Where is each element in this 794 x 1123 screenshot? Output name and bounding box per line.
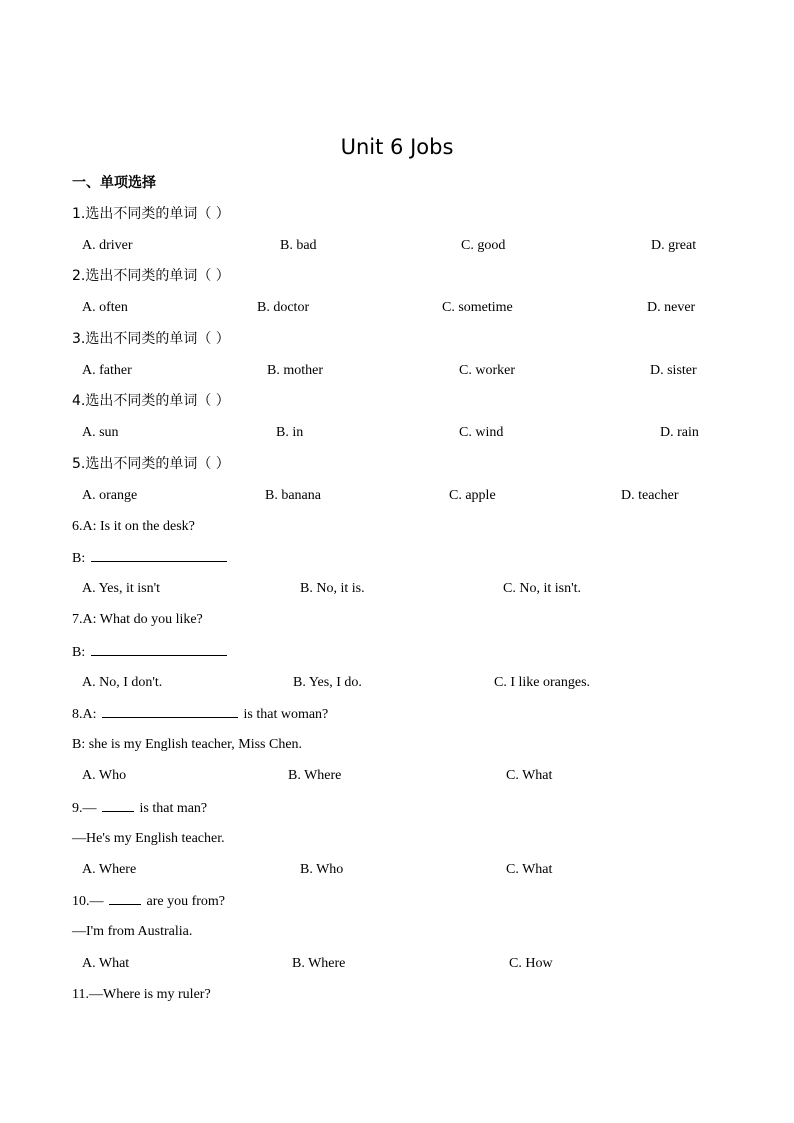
option-b: B. banana — [265, 488, 321, 503]
question-stem — [72, 890, 225, 913]
answer-blank — [102, 703, 238, 718]
option-d: D. rain — [660, 425, 699, 440]
reply-line: B: she is my English teacher, Miss Chen. — [72, 737, 303, 752]
option-a: A. orange — [82, 488, 138, 503]
option-c: C. worker — [459, 363, 515, 378]
question-stem: 4.选出不同类的单词（ ） — [72, 393, 230, 409]
option-d: D. teacher — [621, 488, 679, 503]
stem-prefix: 10.— — [72, 894, 104, 909]
reply-label: B: — [72, 551, 86, 566]
answer-blank — [91, 547, 227, 562]
option-c: C. What — [506, 768, 553, 783]
option-c: C. No, it isn't. — [503, 581, 581, 596]
option-b: B. bad — [280, 238, 317, 253]
option-c: C. wind — [459, 425, 504, 440]
question-stem — [72, 797, 207, 820]
answer-blank — [91, 641, 227, 656]
page-title: Unit 6 Jobs — [340, 135, 454, 159]
option-c: C. What — [506, 862, 553, 877]
option-a: A. No, I don't. — [82, 675, 163, 690]
stem-prefix: 8.A: — [72, 707, 97, 722]
option-c: C. good — [461, 238, 506, 253]
question-stem: 7.A: What do you like? — [72, 612, 203, 627]
option-d: D. great — [651, 238, 697, 253]
section-heading: 一、单项选择 — [72, 175, 156, 191]
option-a: A. driver — [82, 238, 133, 253]
answer-line — [72, 641, 227, 664]
option-d: D. never — [647, 300, 696, 315]
reply-line: —He's my English teacher. — [72, 831, 225, 846]
stem-prefix: 9.— — [72, 801, 97, 816]
question-stem: 3.选出不同类的单词（ ） — [72, 331, 230, 347]
answer-blank — [109, 890, 141, 905]
question-stem: 1.选出不同类的单词（ ） — [72, 206, 230, 222]
option-b: B. Who — [300, 862, 344, 877]
option-a: A. father — [82, 363, 132, 378]
option-b: B. Where — [288, 768, 342, 783]
option-a: A. often — [82, 300, 128, 315]
answer-blank — [102, 797, 134, 812]
option-a: A. sun — [82, 425, 119, 440]
option-c: C. sometime — [442, 300, 513, 315]
option-b: B. mother — [267, 363, 323, 378]
option-a: A. Where — [82, 862, 137, 877]
stem-suffix: is that woman? — [243, 707, 329, 722]
question-stem: 2.选出不同类的单词（ ） — [72, 268, 230, 284]
stem-suffix: are you from? — [146, 894, 226, 909]
question-stem: 6.A: Is it on the desk? — [72, 519, 195, 534]
reply-line: —I'm from Australia. — [72, 924, 193, 939]
option-a: A. Yes, it isn't — [82, 581, 160, 596]
question-stem — [72, 703, 328, 726]
option-c: C. I like oranges. — [494, 675, 591, 690]
option-c: C. How — [509, 956, 553, 971]
option-b: B. doctor — [257, 300, 310, 315]
answer-line — [72, 547, 227, 570]
option-b: B. in — [276, 425, 304, 440]
option-d: D. sister — [650, 363, 697, 378]
question-stem: 11.—Where is my ruler? — [72, 987, 211, 1002]
option-b: B. Yes, I do. — [293, 675, 362, 690]
option-b: B. No, it is. — [300, 581, 365, 596]
option-a: A. What — [82, 956, 130, 971]
reply-label: B: — [72, 645, 86, 660]
option-a: A. Who — [82, 768, 127, 783]
option-b: B. Where — [292, 956, 346, 971]
question-stem: 5.选出不同类的单词（ ） — [72, 456, 230, 472]
stem-suffix: is that man? — [139, 801, 208, 816]
option-c: C. apple — [449, 488, 496, 503]
